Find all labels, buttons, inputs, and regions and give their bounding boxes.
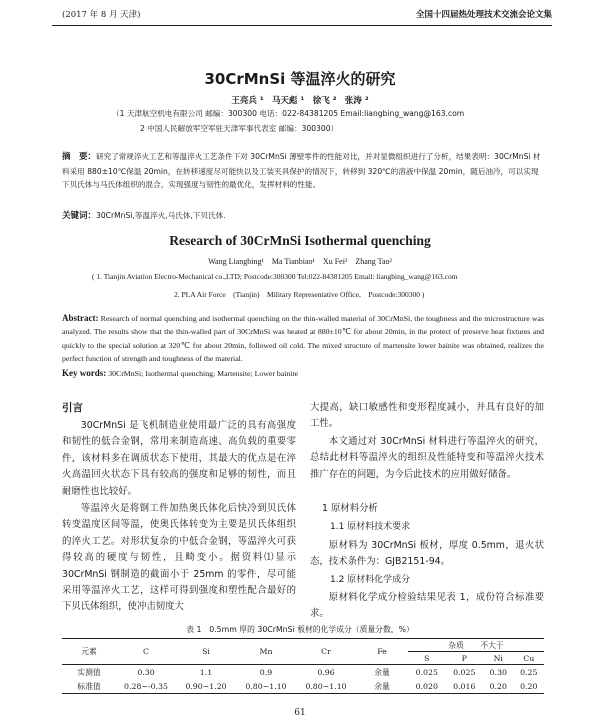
authors-en: Wang Liangbing¹ Ma Tianbiao¹ Xu Fei² Zhang Tao²	[208, 257, 392, 266]
abstract-en	[62, 312, 544, 366]
title-cn: 30CrMnSi 等温淬火的研究	[204, 70, 396, 88]
table-header-cu: Cu	[514, 652, 545, 665]
section-heading-1-2: 1.2 原材料化学成分	[330, 575, 411, 585]
table-cell: 0.80~1.10	[305, 681, 347, 691]
table-header-ni: Ni	[483, 652, 513, 665]
abstract-en-label: Abstract:	[62, 313, 99, 323]
table-cell: 0.96	[317, 667, 335, 677]
abstract-cn-text: 研究了常规淬火工艺和等温淬火工艺条件下对 30CrMnSi 薄壁零件的性能对比，并对显微组织进行了分析，结果表明：30CrMnSi 材料采用 880±10℃保温 20min，在转移速度尽可能快以及工装夹具保护的情况下，转移到 320℃的溶液中保温 20min，随后油冷，可以实现下贝氏体与马氏体组织的混合，实现强度与韧性的最优化，发挥材料的性能。	[62, 152, 541, 189]
table-header-s: S	[408, 652, 446, 665]
table-header-si: Si	[176, 639, 236, 665]
affiliation-cn-2: 2 中国人民解放军空军驻天津军事代表室 邮编：300300）	[140, 124, 339, 133]
right-paragraph-1: 大提高，缺口敏感性和变形程度减小，并具有良好的加工性。	[310, 402, 544, 430]
table-cell: 0.90~1.20	[185, 681, 227, 691]
table-cell: 0.020	[415, 681, 438, 691]
affiliation-en-1: ( 1. Tianjin Aviation Electro-Mechanical co.,LTD; Postcode:300300 Tel:022-84381205 Email: liangbing_wang@163.com	[92, 272, 458, 281]
composition-table	[62, 638, 544, 694]
table-header-fe: Fe	[356, 639, 408, 665]
table-cell: 余量	[374, 667, 390, 677]
abstract-cn-label: 摘 要：	[62, 152, 97, 162]
table-cell: 0.30	[489, 667, 507, 677]
table-cell: 余量	[374, 681, 390, 691]
table-cell: 0.016	[453, 681, 476, 691]
header-rule	[52, 25, 552, 26]
keywords-cn-label: 关键词：	[62, 211, 97, 221]
section-heading-1-1: 1.1 原材料技术要求	[330, 522, 411, 532]
intro-paragraph-2: 等温淬火是将钢工件加热奥氏体化后快冷到贝氏体转变温度区间等温，使奥氏体转变为主要是贝氏体组织的淬火工艺。对形状复杂的中低合金钢，等温淬火可获得较高的硬度与韧性，且畸变小。据资料⑴显示 30CrMnSi 钢制造的截面小于 25mm 的零件，尽可能采用等温淬火工艺，这样可得到强度和塑性配合最好的下贝氏体组织，使冲击韧度大	[62, 503, 296, 613]
abstract-en-text: Research of normal quenching and isothermal quenching on the thin-walled material of 30CrMnSi, the toughness and the microstructure was analyzed. The results show that the thin-walled part of 30CrMnSi was heated at 880±10℃ for about 20min, in the protect of preserve heat fixtures and quickly to the special solution at 320℃ for about 20min, followed oil cold. The mixed structure of martensite lower bainite was obtained, realizes the perfect function of strength and toughness of the material.	[62, 314, 545, 364]
table-cell: 0.25	[520, 667, 538, 677]
table-cell: 0.28~-0.35	[124, 681, 168, 691]
intro-paragraph-1: 30CrMnSi 是飞机制造业使用最广泛的具有高强度和韧性的低合金钢，常用来制造高速、高负载的重要零件，该材料多在调质状态下使用，其最大的优点是在淬火高温回火状态下具有较高的强度和足够的韧性，而且耐磨性也比较好。	[62, 420, 296, 497]
right-paragraph-4: 原材料化学成分检验结果见表 1，成份符合标准要求。	[310, 592, 544, 620]
table-cell: 0.025	[415, 667, 438, 677]
table-header-c: C	[116, 639, 176, 665]
keywords-en-text: 30CrMnSi; Isothermal quenching; Martensite; Lower bainite	[108, 369, 299, 378]
page-number: 61	[294, 708, 306, 718]
keywords-cn-text: 30CrMnSi,等温淬火,马氏体,下贝氏体.	[96, 211, 226, 220]
table-cell: 标准值	[77, 681, 101, 691]
section-heading-intro: 引言	[62, 402, 83, 414]
composition-table-grid	[62, 638, 544, 694]
table-cell: 0.80~1.10	[245, 681, 287, 691]
keywords-en-label: Key words:	[62, 368, 107, 378]
table-header-p: P	[446, 652, 484, 665]
title-en: Research of 30CrMnSi Isothermal quenching	[169, 233, 431, 248]
table-cell: 0.9	[259, 667, 273, 677]
keywords-cn	[62, 210, 544, 223]
authors-cn: 王亮兵 ¹ 马天彪 ¹ 徐飞 ² 张涛 ²	[231, 96, 369, 106]
table-cell: 实测值	[77, 667, 101, 677]
table-cell: 1.1	[199, 667, 213, 677]
section-heading-1: 1 原材料分析	[322, 503, 378, 514]
right-paragraph-2: 本文通过对 30CrMnSi 材料进行等温淬火的研究，总结此材料等温淬火的组织及性能特变和等温淬火技术推广存在的问题，为今后此技术的应用做好储备。	[310, 436, 544, 480]
table-cell: 0.20	[520, 681, 538, 691]
affiliation-cn-1: （1 天津航空机电有限公司 邮编：300300 电话：022-84381205 Email:liangbing_wang@163.com	[112, 109, 465, 118]
table-cell: 0.025	[453, 667, 476, 677]
table-row	[62, 679, 544, 694]
table-header-element: 元素	[62, 639, 116, 665]
affiliation-en-2: 2. PLA Air Force (Tianjin) Military Representative Office, Postcode:300300 )	[174, 290, 425, 299]
right-paragraph-3: 原材料为 30CrMnSi 板材，厚度 0.5mm，退火状态，技术条件为：GJB2151-94。	[310, 540, 544, 568]
table-caption: 表 1 0.5mm 厚的 30CrMnSi 板材的化学成分（质量分数，%）	[186, 625, 414, 634]
table-row	[62, 665, 544, 680]
table-header-row	[62, 639, 544, 652]
running-header-right: 全国十四届热处理技术交流会论文集	[415, 10, 552, 20]
table-header-mn: Mn	[236, 639, 296, 665]
table-cell: 0.30	[137, 667, 155, 677]
table-header-impurity: 杂质	[448, 640, 464, 650]
table-cell: 0.20	[489, 681, 507, 691]
keywords-en	[62, 368, 544, 378]
table-header-cr: Cr	[296, 639, 356, 665]
running-header-left: (2017 年 8 月 天津)	[62, 10, 141, 20]
abstract-cn	[62, 150, 544, 192]
table-header-notmore: 不大于	[480, 640, 504, 650]
table-header-impurity-group	[408, 639, 544, 652]
